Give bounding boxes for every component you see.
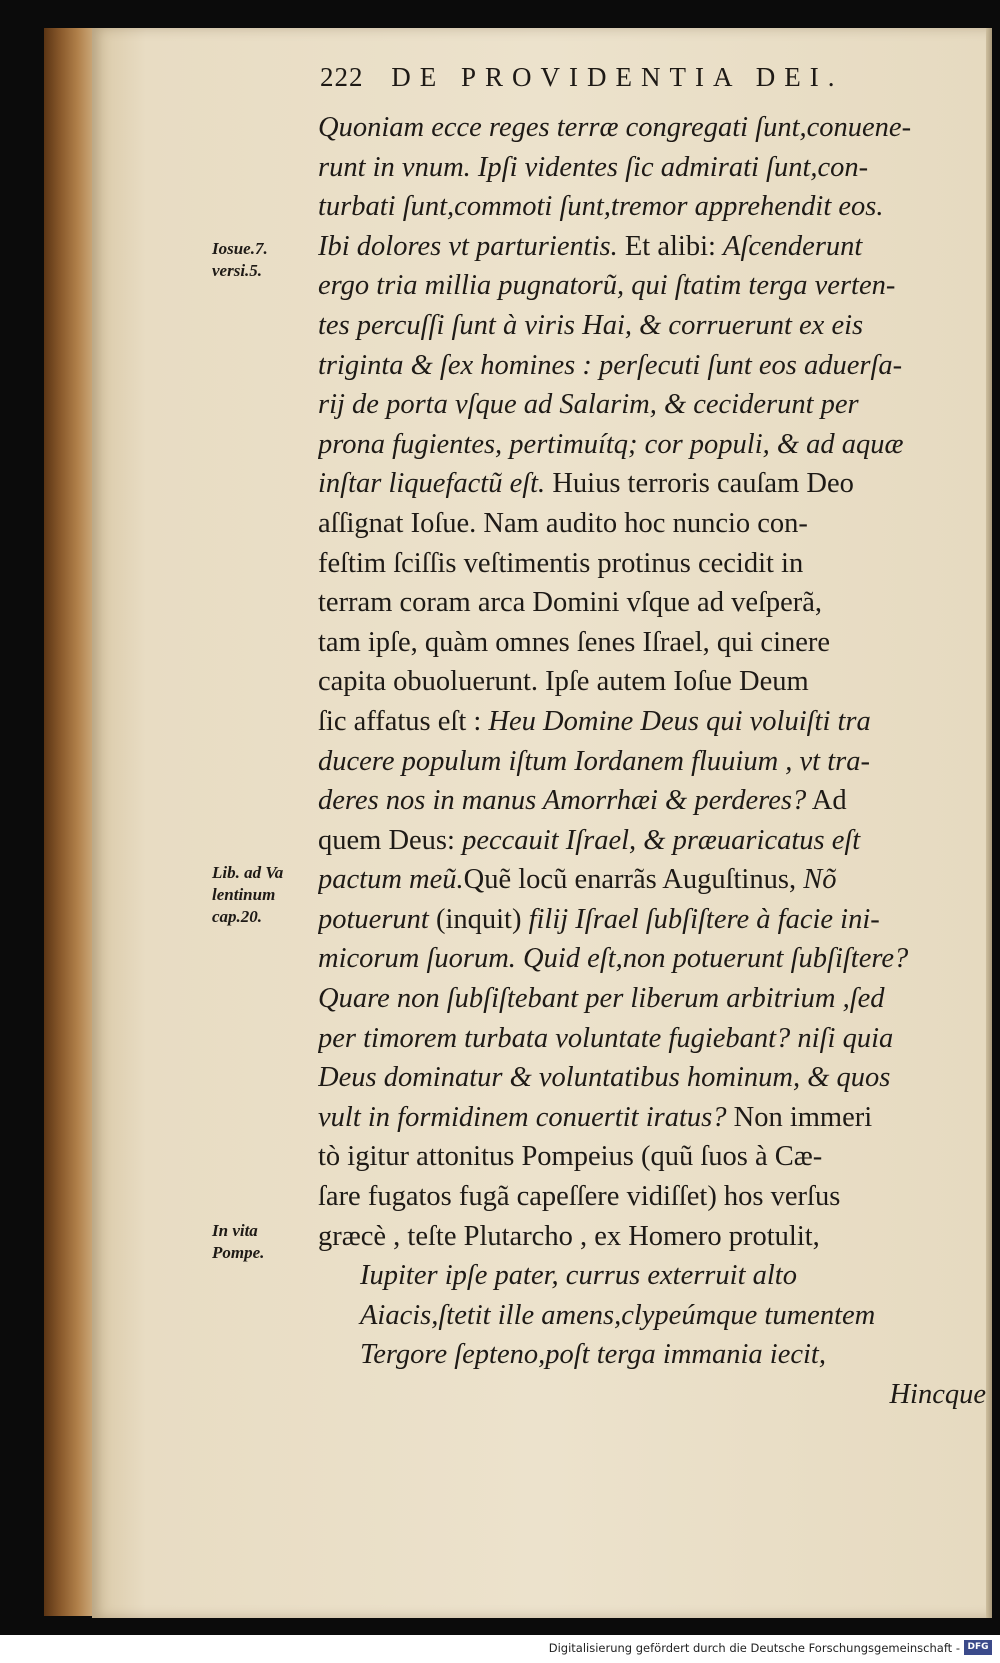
text-line (318, 544, 986, 584)
roman-text: Ad (806, 785, 847, 817)
italic-text: Nõ (803, 864, 837, 896)
italic-text: deres nos in manus Amorrhæi & perderes? (318, 785, 807, 817)
text-line (318, 742, 986, 782)
margin-note-pompe (212, 1220, 264, 1264)
text-line (318, 1137, 986, 1177)
italic-text: inſtar liquefactũ eſt. (318, 468, 546, 500)
italic-text: pactum meũ. (318, 864, 464, 896)
text-line (318, 1296, 986, 1336)
roman-text: tam ipſe, quàm omnes ſenes Iſrael, qui cinere (318, 626, 831, 658)
roman-text: græcè , teſte Plutarcho , ex Homero protulit, (318, 1220, 820, 1252)
digitization-credit: Digitalisierung gefördert durch die Deutsche Forschungsgemeinschaft - (548, 1641, 960, 1655)
text-line (318, 939, 986, 979)
text-line (318, 623, 986, 663)
italic-text: Tergore ſepteno,poſt terga immania iecit, (360, 1339, 826, 1371)
italic-text: Iupiter ipſe pater, currus exterruit alto (360, 1260, 797, 1292)
text-line (318, 821, 986, 861)
text-line (318, 583, 986, 623)
text-line (318, 1375, 986, 1415)
roman-text: Quẽ locũ enarrãs Auguſtinus, (463, 864, 804, 896)
italic-text: turbati ſunt,commoti ſunt,tremor apprehendit eos. (318, 191, 884, 223)
text-line (318, 425, 986, 465)
text-line (318, 1098, 986, 1138)
italic-text: Heu Domine Deus qui voluiſti tra (488, 705, 871, 737)
roman-text: ſare fugatos fugã capeſſere vidiſſet) hos verſus (318, 1181, 841, 1213)
margin-note-iosue (212, 238, 268, 282)
text-line (318, 108, 986, 148)
italic-text: tes percuſſi ſunt à viris Hai, & corruerunt ex eis (318, 309, 864, 341)
roman-text: capita obuoluerunt. Ipſe autem Ioſue Deum (318, 666, 809, 698)
margin-note-line: Lib. ad Va (212, 863, 284, 882)
roman-text: Et alibi: (617, 230, 724, 262)
text-line (318, 266, 986, 306)
margin-note-line: In vita (212, 1221, 258, 1240)
text-line (318, 900, 986, 940)
italic-text: peccauit Iſrael, & præuaricatus eſt (462, 824, 861, 856)
margin-note-line: versi.5. (212, 261, 263, 280)
italic-text: per timorem turbata voluntate fugiebant? niſi quia (318, 1022, 894, 1054)
text-line (318, 702, 986, 742)
italic-text: ducere populum iſtum Iordanem fluuium , vt tra- (318, 745, 870, 777)
text-line (318, 1256, 986, 1296)
italic-text: Aiacis,ſtetit ille amens,clypeúmque tumentem (360, 1299, 876, 1331)
italic-text: Hincque (889, 1379, 986, 1410)
text-line (318, 1058, 986, 1098)
page-edge (986, 28, 992, 1618)
italic-text: filij Iſrael ſubſiſtere à facie ini- (528, 903, 880, 935)
italic-text: micorum ſuorum. Quid eſt,non potuerunt ſubſiſtere? (318, 943, 909, 975)
italic-text: ergo tria millia pugnatorũ, qui ſtatim terga verten- (318, 270, 896, 302)
text-line (318, 1177, 986, 1217)
margin-note-line: Pompe. (212, 1243, 265, 1262)
margin-note-line: lentinum (212, 885, 276, 904)
body-text (318, 108, 986, 1415)
roman-text: (inquit) (428, 903, 529, 935)
running-header (320, 62, 843, 93)
text-line (318, 464, 986, 504)
roman-text: ſic affatus eſt : (318, 705, 489, 737)
roman-text: tò igitur attonitus Pompeius (quũ ſuos à Cæ- (318, 1141, 823, 1173)
italic-text: vult in formidinem conuertit iratus? (318, 1101, 727, 1133)
text-line (318, 306, 986, 346)
italic-text: Quare non ſubſiſtebant per liberum arbitrium ,ſed (318, 983, 885, 1015)
text-line (318, 1217, 986, 1257)
text-line (318, 227, 986, 267)
roman-text: Non immeri (726, 1101, 873, 1133)
text-line (318, 781, 986, 821)
text-line (318, 187, 986, 227)
italic-text: rij de porta vſque ad Salarim, & ceciderunt per (318, 389, 859, 421)
text-line (318, 148, 986, 188)
italic-text: runt in vnum. Ipſi videntes ſic admirati ſunt,con- (318, 151, 869, 183)
text-line (318, 979, 986, 1019)
italic-text: Aſcenderunt (723, 230, 863, 262)
text-line (318, 1335, 986, 1375)
text-line (318, 662, 986, 702)
italic-text: Quoniam ecce reges terræ congregati ſunt,conuene- (318, 112, 912, 143)
text-line (318, 346, 986, 386)
page-number: 222 (320, 62, 364, 92)
margin-note-valentinum (212, 862, 283, 928)
text-line (318, 860, 986, 900)
margin-note-line: Iosue.7. (212, 239, 268, 258)
dfg-logo: DFG (964, 1640, 992, 1655)
roman-text: quem Deus: (318, 824, 463, 856)
text-line (318, 1019, 986, 1059)
italic-text: Deus dominatur & voluntatibus hominum, & quos (318, 1062, 891, 1094)
italic-text: prona fugientes, pertimuítq; cor populi, & ad aquæ (318, 428, 904, 460)
roman-text: feſtim ſciſſis veſtimentis protinus cecidit in (318, 547, 804, 579)
italic-text: triginta & ſex homines : perſecuti ſunt eos aduerſa- (318, 349, 903, 381)
text-line (318, 504, 986, 544)
margin-note-line: cap.20. (212, 907, 263, 926)
italic-text: Ibi dolores vt parturientis. (318, 230, 618, 262)
roman-text: terram coram arca Domini vſque ad veſperã, (318, 587, 823, 619)
italic-text: potuerunt (318, 903, 429, 935)
roman-text: aſſignat Ioſue. Nam audito hoc nuncio con- (318, 507, 808, 539)
roman-text: Huius terroris cauſam Deo (545, 468, 854, 500)
text-line (318, 385, 986, 425)
running-title: DE PROVIDENTIA DEI. (391, 62, 844, 92)
